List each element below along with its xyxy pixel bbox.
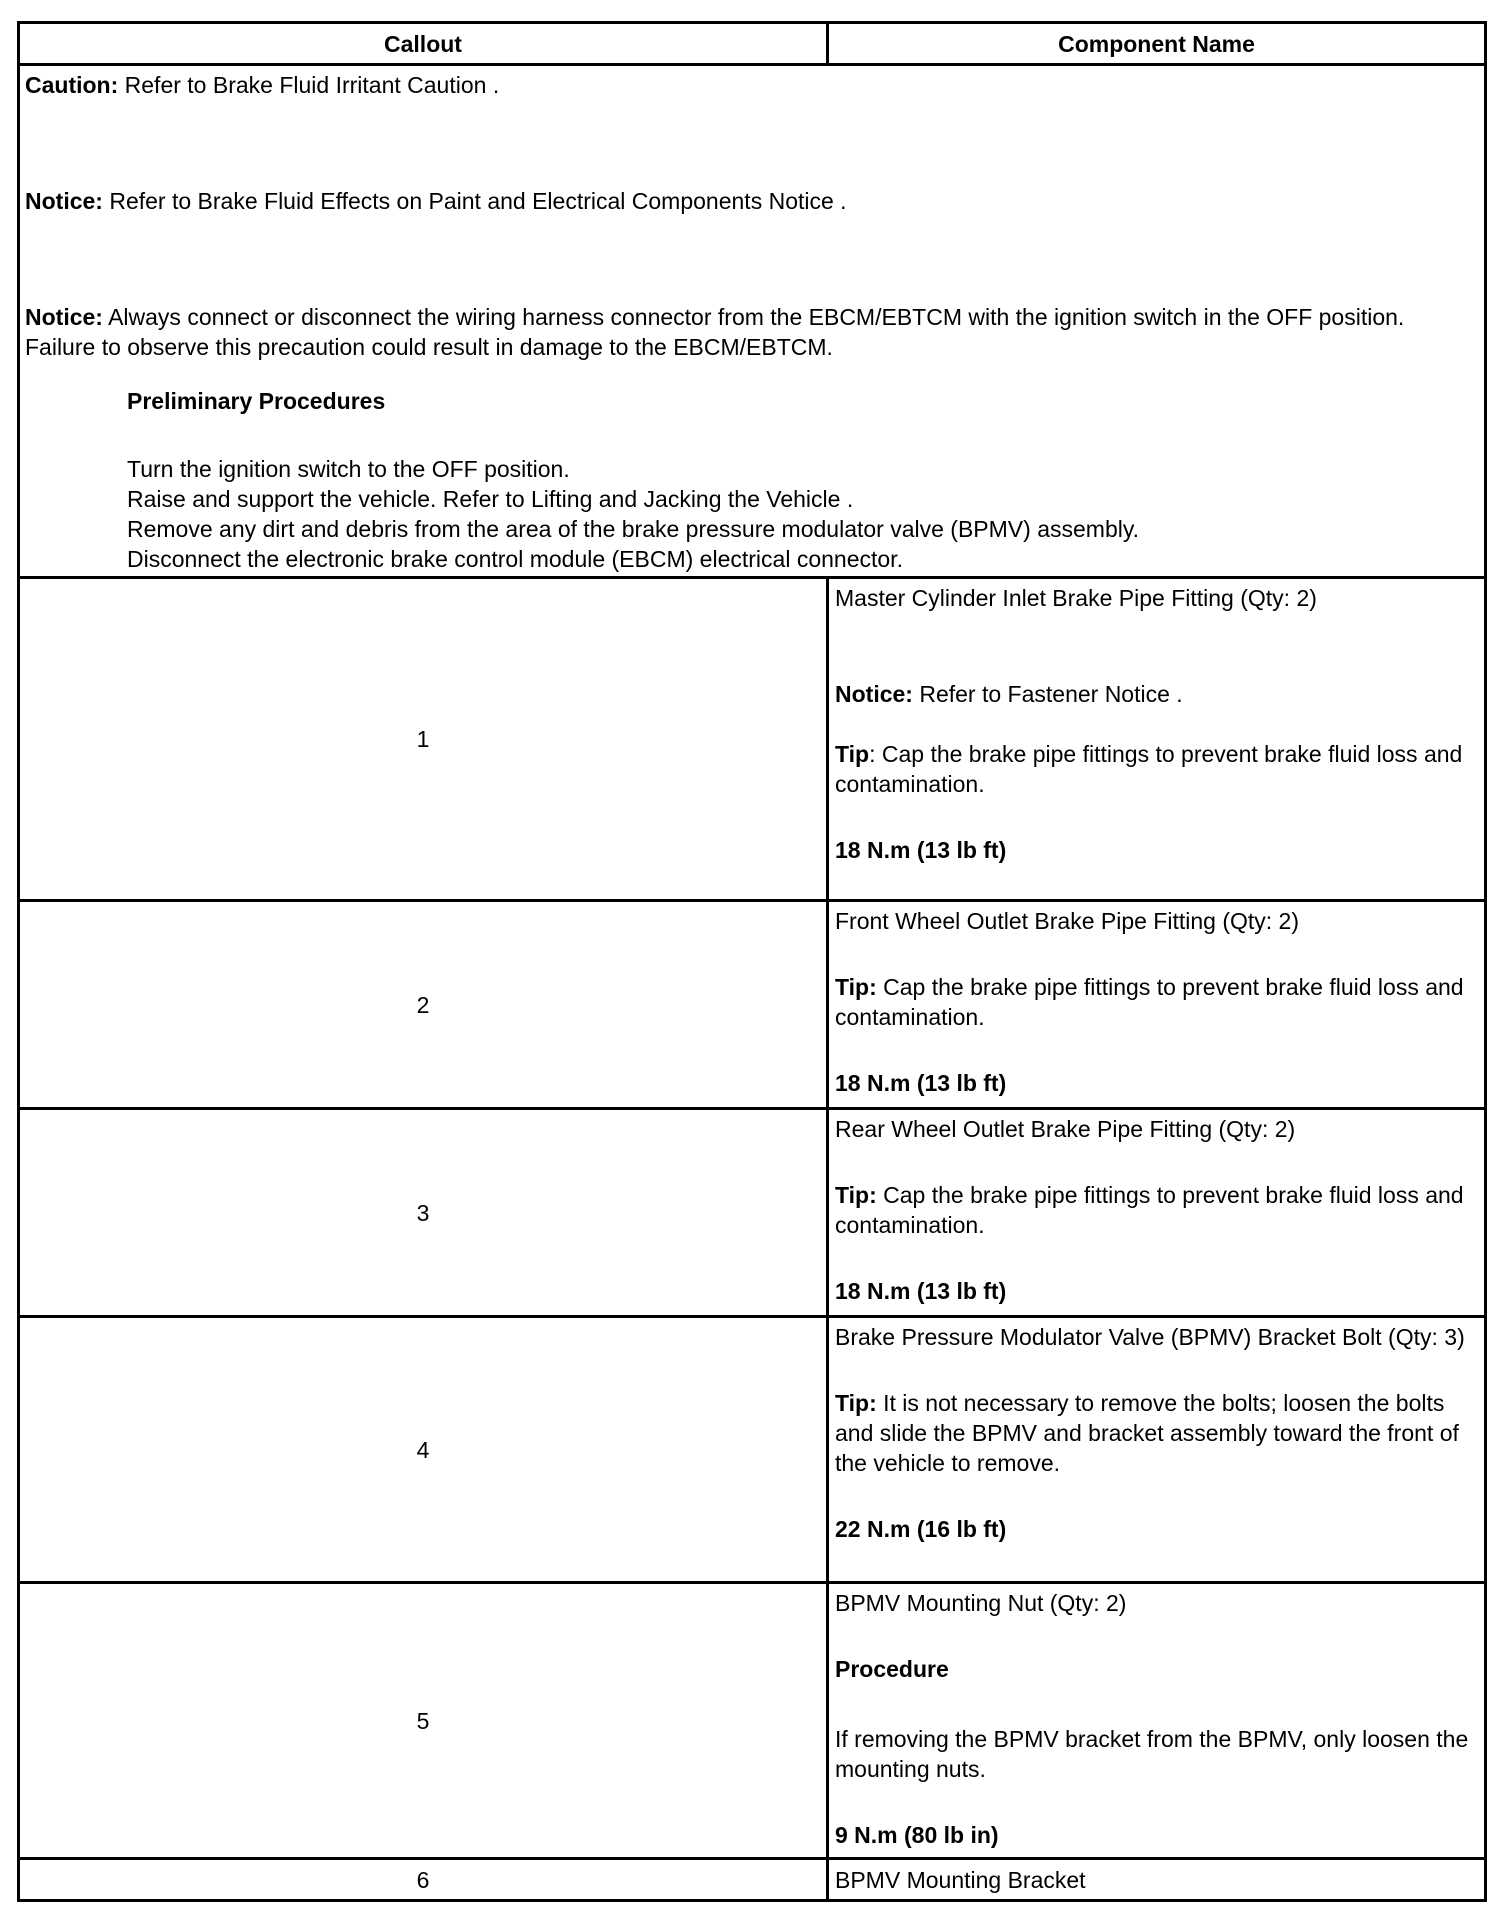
component-cell bbox=[828, 1109, 1486, 1317]
tip-line bbox=[835, 1180, 1478, 1240]
preliminary-heading: Preliminary Procedures bbox=[127, 388, 386, 414]
tip-text: : Cap the brake pipe fittings to prevent brake fluid loss and contamination. bbox=[835, 741, 1463, 797]
callout-number: 5 bbox=[19, 1583, 828, 1859]
notice-harness-line bbox=[25, 302, 1479, 362]
tip-label: Tip: bbox=[835, 1182, 877, 1208]
procedure-heading: Procedure bbox=[835, 1656, 949, 1682]
procedure-text: If removing the BPMV bracket from the BPMV, only loosen the mounting nuts. bbox=[835, 1726, 1469, 1782]
tip-text: Cap the brake pipe fittings to prevent brake fluid loss and contamination. bbox=[835, 1182, 1464, 1238]
component-name: Front Wheel Outlet Brake Pipe Fitting (Qty: 2) bbox=[835, 908, 1299, 934]
component-name: BPMV Mounting Bracket bbox=[835, 1866, 1086, 1893]
intro-cell bbox=[19, 65, 1486, 578]
notice-text: Refer to Fastener Notice . bbox=[912, 681, 1183, 707]
component-cell bbox=[828, 1317, 1486, 1583]
notice-harness-text: Always connect or disconnect the wiring harness connector from the EBCM/EBTCM with the ignition switch in the OFF position. Failure to observe this precaution could result in damage to the EBCM/EBTCM. bbox=[25, 304, 1405, 360]
component-cell bbox=[828, 1859, 1486, 1901]
table-row bbox=[19, 1317, 1486, 1583]
callout-number: 1 bbox=[19, 578, 828, 901]
table-row bbox=[19, 1859, 1486, 1901]
tip-line bbox=[835, 739, 1478, 799]
caution-label: Caution: bbox=[25, 72, 119, 98]
tip-label: Tip bbox=[835, 741, 870, 767]
callout-header: Callout bbox=[19, 23, 828, 65]
preliminary-step: Turn the ignition switch to the OFF position. bbox=[127, 456, 570, 482]
torque-spec: 18 N.m (13 lb ft) bbox=[835, 1070, 1007, 1096]
callout-number: 2 bbox=[19, 901, 828, 1109]
component-name: Brake Pressure Modulator Valve (BPMV) Bracket Bolt (Qty: 3) bbox=[835, 1324, 1465, 1350]
tip-line bbox=[835, 972, 1478, 1032]
torque-spec: 9 N.m (80 lb in) bbox=[835, 1822, 999, 1848]
component-cell bbox=[828, 578, 1486, 901]
table-row bbox=[19, 901, 1486, 1109]
notice-line bbox=[835, 679, 1478, 709]
notice-harness-label: Notice: bbox=[25, 304, 103, 330]
callout-number: 3 bbox=[19, 1109, 828, 1317]
component-name: BPMV Mounting Nut (Qty: 2) bbox=[835, 1590, 1127, 1616]
preliminary-step: Disconnect the electronic brake control module (EBCM) electrical connector. bbox=[127, 546, 903, 572]
header-row bbox=[19, 23, 1486, 65]
tip-text: It is not necessary to remove the bolts; loosen the bolts and slide the BPMV and bracket assembly toward the front of the vehicle to remove. bbox=[835, 1390, 1459, 1476]
notice-paint-text: Refer to Brake Fluid Effects on Paint and Electrical Components Notice . bbox=[102, 188, 847, 214]
preliminary-step: Raise and support the vehicle. Refer to Lifting and Jacking the Vehicle . bbox=[127, 486, 854, 512]
caution-line bbox=[25, 70, 1479, 100]
callout-number: 4 bbox=[19, 1317, 828, 1583]
table-row bbox=[19, 1109, 1486, 1317]
intro-row bbox=[19, 65, 1486, 578]
torque-spec: 18 N.m (13 lb ft) bbox=[835, 1278, 1007, 1304]
component-header: Component Name bbox=[828, 23, 1486, 65]
component-name: Master Cylinder Inlet Brake Pipe Fitting (Qty: 2) bbox=[835, 585, 1317, 611]
tip-label: Tip: bbox=[835, 974, 877, 1000]
table-row bbox=[19, 1583, 1486, 1859]
torque-spec: 18 N.m (13 lb ft) bbox=[835, 837, 1007, 863]
torque-spec: 22 N.m (16 lb ft) bbox=[835, 1516, 1007, 1542]
tip-label: Tip: bbox=[835, 1390, 877, 1416]
caution-text: Refer to Brake Fluid Irritant Caution . bbox=[118, 72, 500, 98]
notice-paint-label: Notice: bbox=[25, 188, 103, 214]
tip-text: Cap the brake pipe fittings to prevent brake fluid loss and contamination. bbox=[835, 974, 1464, 1030]
callout-number: 6 bbox=[19, 1859, 828, 1901]
component-cell bbox=[828, 1583, 1486, 1859]
tip-line bbox=[835, 1388, 1478, 1478]
component-name: Rear Wheel Outlet Brake Pipe Fitting (Qty: 2) bbox=[835, 1116, 1296, 1142]
notice-label: Notice: bbox=[835, 681, 913, 707]
notice-paint-line bbox=[25, 186, 1479, 216]
table-row bbox=[19, 578, 1486, 901]
preliminary-step: Remove any dirt and debris from the area of the brake pressure modulator valve (BPMV) assembly. bbox=[127, 516, 1140, 542]
component-cell bbox=[828, 901, 1486, 1109]
procedure-table bbox=[17, 21, 1487, 1902]
